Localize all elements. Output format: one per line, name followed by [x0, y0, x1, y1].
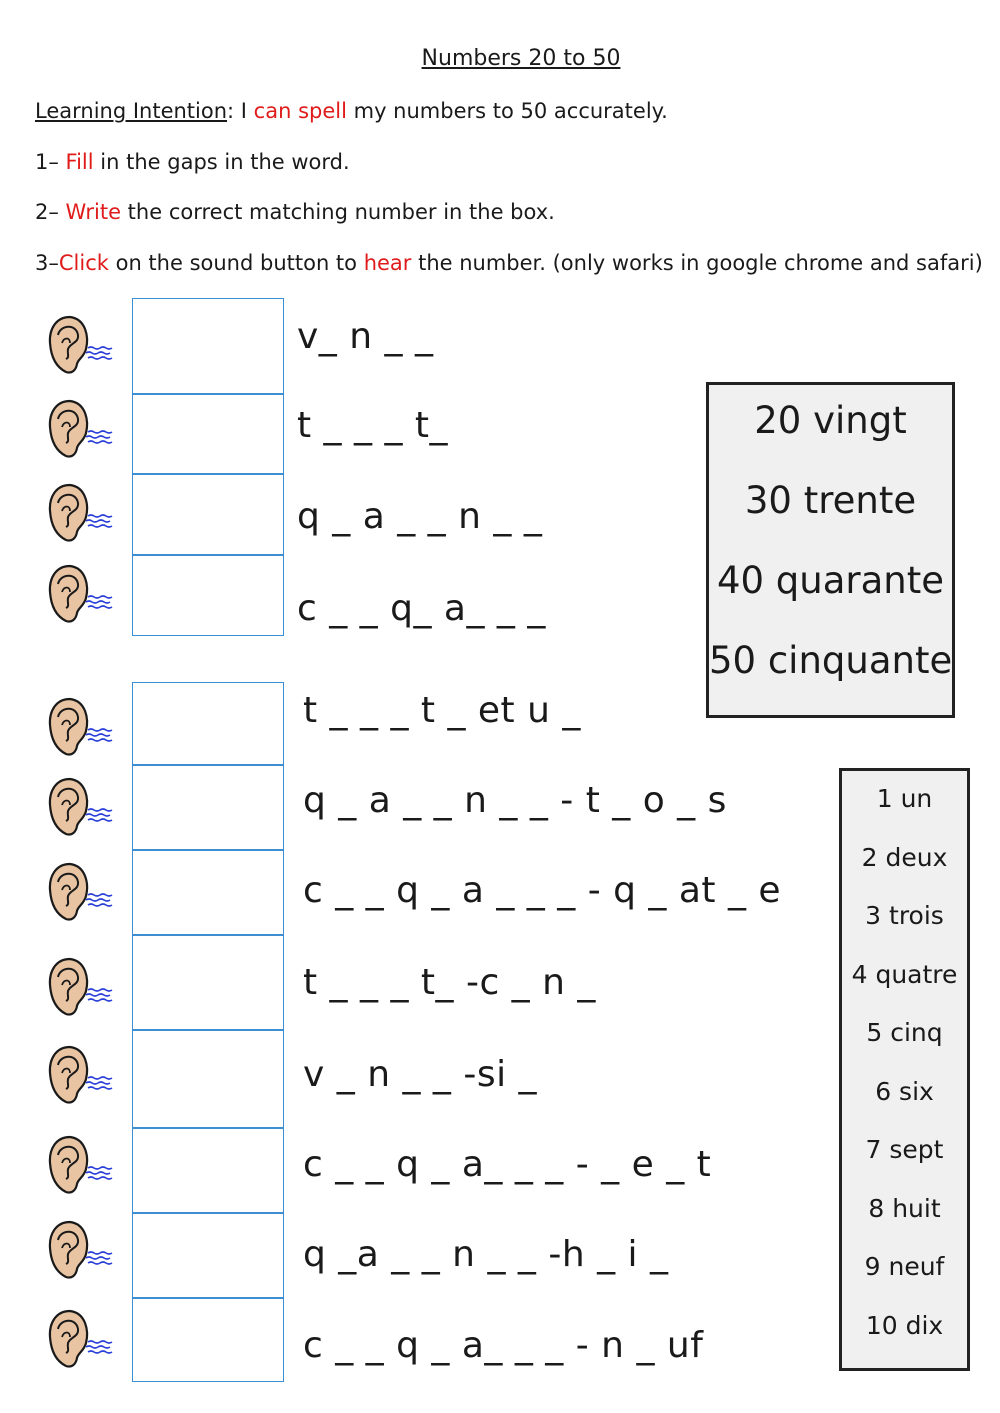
units-reference-item: 10 dix [865, 1311, 944, 1340]
page-title: Numbers 20 to 50 [421, 46, 621, 71]
answer-box [132, 298, 284, 394]
tens-reference-item: 30 trente [744, 479, 917, 522]
answer-input[interactable] [133, 1129, 287, 1214]
answer-box [132, 935, 284, 1030]
instruction-1-verb: Fill [65, 150, 94, 174]
instruction-3-rest: the number. (only works in google chrome and safari) [411, 251, 983, 275]
gapped-word: v_ n _ _ [297, 316, 434, 357]
units-reference-item: 9 neuf [864, 1252, 945, 1281]
instruction-2-number: 2– [35, 200, 66, 224]
answer-box [132, 850, 284, 935]
instruction-2 [35, 200, 555, 224]
units-reference-item: 3 trois [865, 901, 944, 930]
gapped-word: c _ _ q_ a_ _ _ [297, 588, 546, 629]
instruction-2-verb: Write [65, 200, 121, 224]
instruction-3-number: 3– [35, 251, 59, 275]
ear-sound-icon[interactable] [46, 1307, 114, 1369]
answer-box [132, 555, 284, 636]
ear-sound-icon[interactable] [46, 1043, 114, 1105]
answer-input[interactable] [133, 299, 287, 395]
gapped-word: c _ _ q _ a_ _ _ - n _ uf [303, 1325, 704, 1366]
instruction-1 [35, 150, 350, 174]
ear-sound-icon[interactable] [46, 1133, 114, 1195]
gapped-word: t _ _ _ t_ -c _ n _ [303, 962, 596, 1003]
gapped-word: v _ n _ _ -si _ [303, 1054, 538, 1095]
answer-input[interactable] [133, 475, 287, 556]
ear-sound-icon[interactable] [46, 695, 114, 757]
instruction-3 [35, 251, 983, 275]
answer-box [132, 682, 284, 765]
answer-box [132, 1128, 284, 1213]
tens-reference-item: 40 quarante [716, 559, 945, 602]
answer-input[interactable] [133, 851, 287, 936]
instruction-1-rest: in the gaps in the word. [93, 150, 350, 174]
learning-intention [35, 99, 668, 123]
instruction-2-rest: the correct matching number in the box. [121, 200, 555, 224]
answer-input[interactable] [133, 936, 287, 1031]
ear-sound-icon[interactable] [46, 562, 114, 624]
instruction-3-verb: Click [58, 251, 109, 275]
answer-input[interactable] [133, 556, 287, 637]
ear-sound-icon[interactable] [46, 775, 114, 837]
tens-reference-item: 50 cinquante [709, 639, 953, 682]
gapped-word: t _ _ _ t _ et u _ [303, 690, 581, 731]
answer-box [132, 394, 284, 474]
units-reference-item: 2 deux [861, 843, 948, 872]
answer-box [132, 1298, 284, 1382]
answer-box [132, 1213, 284, 1298]
gapped-word: q _ a _ _ n _ _ - t _ o _ s [303, 780, 727, 821]
answer-input[interactable] [133, 1214, 287, 1299]
answer-input[interactable] [133, 766, 287, 851]
units-reference-item: 6 six [875, 1077, 934, 1106]
answer-box [132, 765, 284, 850]
ear-sound-icon[interactable] [46, 313, 114, 375]
answer-input[interactable] [133, 1031, 287, 1129]
units-reference-item: 4 quatre [851, 960, 958, 989]
learning-intention-rest: my numbers to 50 accurately. [346, 99, 668, 123]
gapped-word: q _ a _ _ n _ _ [297, 496, 543, 537]
answer-input[interactable] [133, 395, 287, 475]
ear-sound-icon[interactable] [46, 397, 114, 459]
instruction-3-verb-2: hear [363, 251, 412, 275]
learning-intention-highlight: can spell [253, 99, 347, 123]
ear-sound-icon[interactable] [46, 860, 114, 922]
gapped-word: c _ _ q _ a_ _ _ - _ e _ t [303, 1144, 712, 1185]
answer-box [132, 1030, 284, 1128]
tens-reference-item: 20 vingt [754, 399, 907, 442]
answer-input[interactable] [133, 1299, 287, 1383]
ear-sound-icon[interactable] [46, 1218, 114, 1280]
instruction-1-number: 1– [35, 150, 66, 174]
learning-intention-colon: : I [227, 99, 254, 123]
units-reference-item: 5 cinq [866, 1018, 943, 1047]
units-reference-item: 8 huit [868, 1194, 941, 1223]
gapped-word: q _a _ _ n _ _ -h _ i _ [303, 1234, 669, 1275]
gapped-word: t _ _ _ t_ [297, 405, 449, 446]
tens-reference-box [706, 382, 955, 718]
instruction-3-mid: on the sound button to [108, 251, 364, 275]
gapped-word: c _ _ q _ a _ _ _ - q _ at _ e [303, 870, 782, 911]
learning-intention-label: Learning Intention [35, 99, 228, 123]
answer-box [132, 474, 284, 555]
answer-input[interactable] [133, 683, 287, 766]
units-reference-item: 1 un [876, 784, 933, 813]
ear-sound-icon[interactable] [46, 955, 114, 1017]
ear-sound-icon[interactable] [46, 481, 114, 543]
units-reference-box [839, 768, 970, 1371]
units-reference-item: 7 sept [865, 1135, 944, 1164]
